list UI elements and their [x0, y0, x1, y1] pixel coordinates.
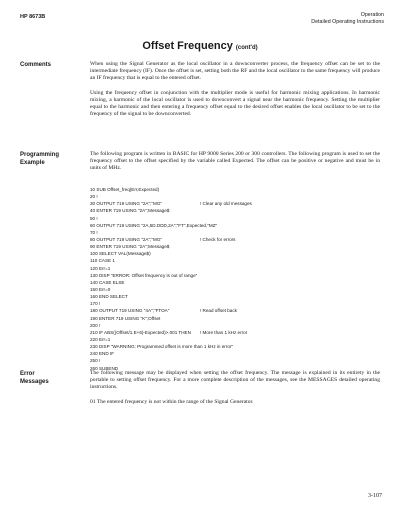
- code-line: [90, 200, 380, 207]
- header-section-title: Operation: [360, 12, 384, 18]
- code-line: [90, 329, 380, 336]
- code-text: 100 SELECT VAL(Message$): [90, 251, 151, 257]
- code-text: 200 !: [90, 322, 101, 328]
- code-line: [90, 236, 380, 243]
- code-line: [90, 207, 380, 214]
- code-line: [90, 193, 380, 200]
- programming-intro: The following program is written in BASIC for HP 9000 Series 200 or 300 controllers. The following program is used to set the frequency offset to the offset specified by the variable called Expected. The offset can be positive or negative and must be in units of MHz.: [90, 151, 380, 172]
- code-text: 220 Err=1: [90, 336, 111, 342]
- code-text: 30 OUTPUT 719 USING "2A";"MG": [90, 201, 163, 207]
- code-comment: ! More than 1 kHz error: [200, 329, 248, 335]
- error-messages-intro: The following message may be displayed when setting the offset frequency. The message is explained in its entirety in the portable to setting offset frequency. For a more complete description of the messages, see the MESSAGES detailed operating instructions.: [90, 370, 380, 391]
- code-line: [90, 336, 380, 343]
- error-messages-heading: [20, 371, 76, 386]
- programming-heading-line-2: Example: [20, 159, 45, 166]
- code-comment: ! Clear any old messages: [200, 201, 252, 207]
- code-text: 60 OUTPUT 719 USING "2A,5D.DDD,2A";"FT",Expected,"MZ": [90, 222, 218, 228]
- code-comment: ! Check for errors: [200, 236, 236, 242]
- code-comment: ! Read offset back: [200, 308, 237, 314]
- error-messages-heading-line-2: Messages: [20, 378, 49, 385]
- code-line: [90, 300, 380, 307]
- code-text: 150 Err=0: [90, 286, 111, 292]
- code-text: 230 DISP "WARNING: Programmed offset is more than 1 kHz in error": [90, 344, 234, 350]
- code-line: [90, 343, 380, 350]
- code-text: 170 !: [90, 301, 101, 307]
- code-text: 50 !: [90, 215, 98, 221]
- code-text: 240 END IF: [90, 351, 114, 357]
- programming-heading-line-1: Programming: [20, 152, 60, 158]
- error-messages-body: [90, 370, 380, 406]
- code-text: 190 ENTER 719 USING "K";Offset: [90, 315, 161, 321]
- code-text: 210 IF ABS((Offset/1.E+6)-Expected)>.001 THEN: [90, 329, 191, 335]
- header-model: HP 8673B: [20, 14, 46, 20]
- code-line: [90, 250, 380, 257]
- comments-body: [90, 61, 380, 118]
- code-line: [90, 222, 380, 229]
- code-text: 250 !: [90, 358, 101, 364]
- code-text: 80 OUTPUT 719 USING "2A";"MG": [90, 236, 163, 242]
- code-text: 70 !: [90, 229, 98, 235]
- code-text: 180 OUTPUT 719 USING "4A";"FTOA": [90, 308, 170, 314]
- error-message-item: 01 The entered frequency is not within the range of the Signal Generator.: [90, 398, 254, 405]
- code-listing: [90, 186, 380, 372]
- code-line: [90, 229, 380, 236]
- code-text: 10 SUB Offset_freq(Err,Expected): [90, 187, 160, 192]
- code-text: 140 CASE ELSE: [90, 279, 125, 285]
- code-line: [90, 315, 380, 322]
- code-text: 160 END SELECT: [90, 294, 128, 300]
- page-title-main: Offset Frequency: [142, 40, 233, 52]
- code-line: [90, 272, 380, 279]
- code-text: 110 CASE 1: [90, 258, 115, 264]
- comments-heading: Comments: [20, 62, 52, 68]
- code-text: 20 !: [90, 194, 98, 200]
- code-text: 90 ENTER 719 USING "2A";Message$: [90, 244, 170, 250]
- page-title: [0, 40, 400, 52]
- code-line: [90, 279, 380, 286]
- code-line: [90, 322, 380, 329]
- code-line: [90, 286, 380, 293]
- code-line: [90, 293, 380, 300]
- comments-paragraph-2: Using the frequency offset in conjunction with the multiplier mode is useful for harmonic mixing applications. In harmonic mixing, a harmonic of the local oscillator is used to downconvert a signal near the harmonic frequency. Setting the multiplier equal to the harmonic and then entering a frequency offset equal to the desired offset enables the local oscillator to be set to the frequency of the signal to be downconverted.: [90, 89, 380, 118]
- page-number: 3-107: [368, 493, 382, 499]
- comments-paragraph-1: When using the Signal Generator as the local oscillator in a downconverter process, the frequency offset can be set to the intermediate frequency (IF). Once the offset is set, setting both the RF and the local oscillator to the same frequency will produce an IF frequency that is equal to the entered offset.: [90, 61, 380, 82]
- code-line: [90, 350, 380, 357]
- code-text: 130 DISP "ERROR: Offset frequency is out of range": [90, 272, 198, 278]
- code-line: [90, 215, 380, 222]
- code-text: 40 ENTER 719 USING "2A";Message$: [90, 208, 170, 214]
- code-text: 120 Err=1: [90, 265, 111, 271]
- header-subsection-title: Detailed Operating Instructions: [311, 19, 384, 25]
- code-text: 260 SUBEND: [90, 365, 119, 371]
- code-line: [90, 257, 380, 264]
- page-title-suffix: (cont'd): [235, 45, 258, 51]
- code-line: [90, 357, 380, 364]
- header-section: [234, 12, 384, 26]
- code-line: [90, 186, 380, 193]
- programming-heading: [20, 152, 76, 167]
- code-line: [90, 307, 380, 314]
- error-messages-heading-line-1: Error: [20, 371, 35, 377]
- code-line: [90, 265, 380, 272]
- code-line: [90, 243, 380, 250]
